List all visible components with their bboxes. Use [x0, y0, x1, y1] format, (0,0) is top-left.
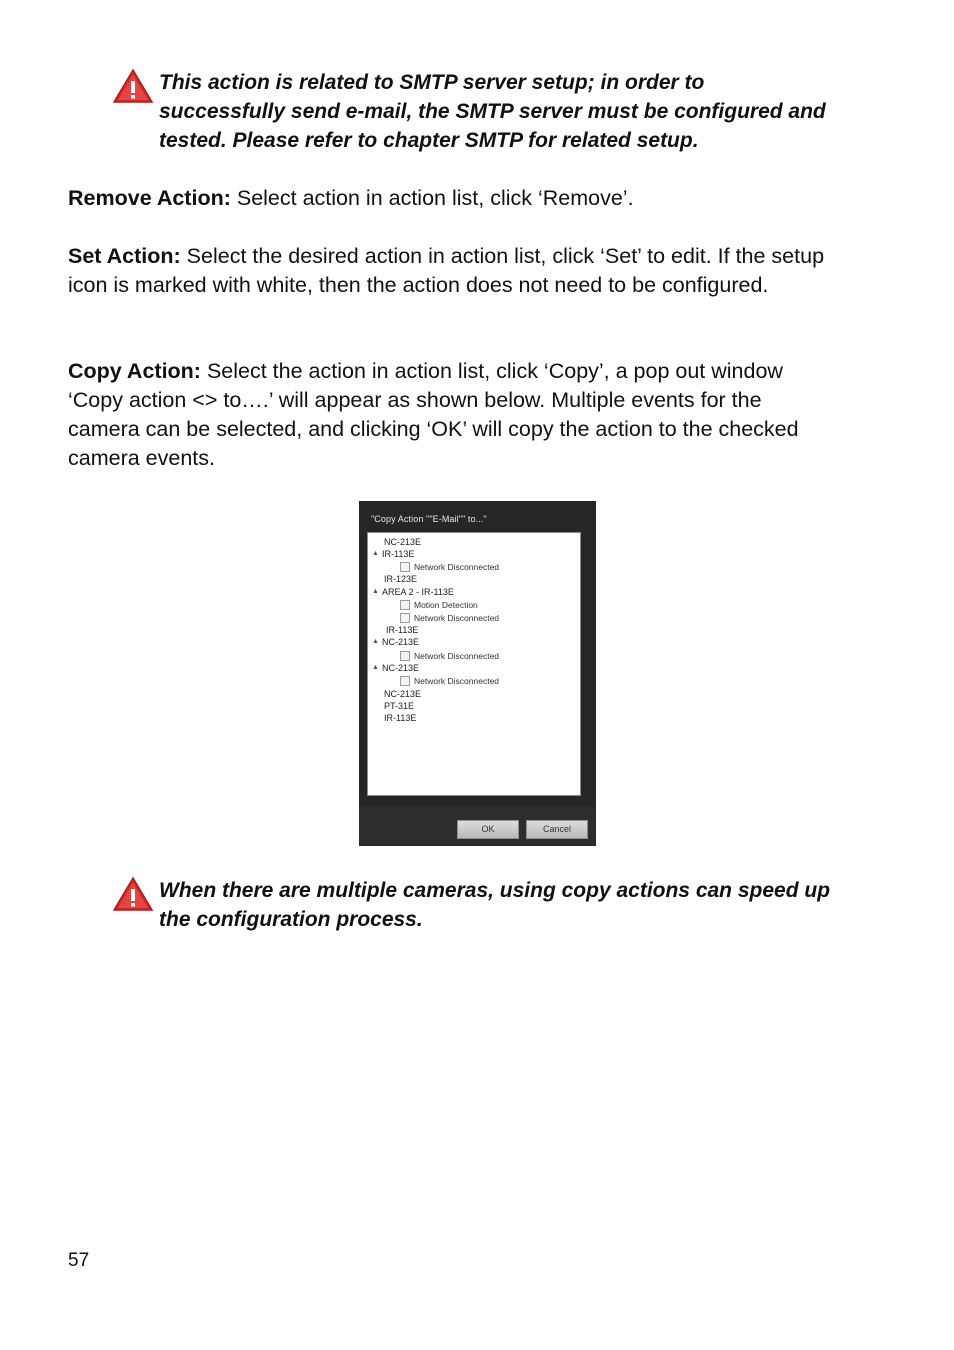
tree-node-camera[interactable] [384, 712, 416, 724]
copy-action-paragraph [68, 357, 828, 473]
tree-event-item[interactable] [400, 561, 499, 573]
tree-event-item[interactable] [400, 599, 478, 611]
tree-event-item[interactable] [400, 612, 499, 624]
expand-arrow-icon[interactable]: ▲ [372, 550, 379, 557]
tree-event-item[interactable] [400, 650, 499, 662]
expand-arrow-icon[interactable]: ▲ [372, 638, 379, 645]
event-checkbox[interactable] [400, 676, 410, 686]
event-checkbox[interactable] [400, 613, 410, 623]
tree-node-label: IR-113E [386, 625, 419, 635]
copy-action-dialog [359, 501, 596, 846]
set-action-paragraph [68, 242, 828, 300]
tree-node-camera[interactable] [384, 700, 414, 712]
tree-node-camera[interactable] [384, 536, 421, 548]
tree-event-item[interactable] [400, 675, 499, 687]
page-number: 57 [68, 1250, 90, 1271]
tree-node-label: IR-113E [384, 713, 417, 723]
tree-node-label: NC-213E [382, 663, 420, 673]
tree-node-label: IR-113E [382, 549, 415, 559]
copy-speed-note [112, 876, 832, 934]
remove-action-paragraph [68, 184, 828, 213]
event-checkbox[interactable] [400, 562, 410, 572]
tree-event-label: Network Disconnected [414, 651, 500, 661]
tree-node-camera[interactable] [372, 548, 414, 560]
tree-node-camera[interactable] [372, 586, 454, 598]
expand-arrow-icon[interactable]: ▲ [372, 588, 379, 595]
cancel-button[interactable]: Cancel [526, 820, 588, 839]
tree-node-label: NC-213E [384, 689, 422, 699]
tree-node-label: NC-213E [382, 637, 420, 647]
tree-event-label: Network Disconnected [414, 676, 500, 686]
camera-event-tree[interactable] [367, 532, 581, 796]
smtp-warning-note [112, 68, 832, 155]
tree-node-camera[interactable] [386, 624, 418, 636]
remove-action-text: Select action in action list, click ‘Remove’. [230, 186, 634, 210]
tree-node-camera[interactable] [384, 573, 417, 585]
copy-speed-note-text: When there are multiple cameras, using copy actions can speed up the configuration process. [159, 879, 831, 931]
dialog-title: "Copy Action ""E-Mail"" to..." [371, 514, 487, 524]
tree-event-label: Motion Detection [414, 600, 478, 610]
tree-node-camera[interactable] [372, 662, 419, 674]
ok-button[interactable]: OK [457, 820, 519, 839]
event-checkbox[interactable] [400, 651, 410, 661]
warning-icon [112, 68, 154, 104]
event-checkbox[interactable] [400, 600, 410, 610]
set-action-label: Set Action: [68, 244, 181, 268]
warning-icon [112, 876, 154, 912]
tree-node-camera[interactable] [372, 636, 419, 648]
copy-action-label: Copy Action: [68, 359, 201, 383]
tree-node-camera[interactable] [384, 688, 421, 700]
tree-node-label: NC-213E [384, 537, 422, 547]
tree-node-label: IR-123E [384, 574, 418, 584]
set-action-text: Select the desired action in action list, click ‘Set’ to edit. If the setup icon is marked with white, then the action does not need to be configured. [68, 244, 825, 297]
expand-arrow-icon[interactable]: ▲ [372, 664, 379, 671]
tree-event-label: Network Disconnected [414, 613, 500, 623]
smtp-note-text: This action is related to SMTP server setup; in order to successfully send e-mail, the SMTP server must be configured and tested. Please refer to chapter SMTP for related setup. [159, 71, 826, 152]
tree-event-label: Network Disconnected [414, 562, 500, 572]
tree-node-label: PT-31E [384, 701, 415, 711]
remove-action-label: Remove Action: [68, 186, 231, 210]
copy-action-text: Select the action in action list, click ‘Copy’, a pop out window ‘Copy action <> to….’ will appear as shown below. Multiple events for the camera can be selected, and clicking ‘OK’ will copy the action to the checked camera events. [68, 359, 799, 470]
tree-node-label: AREA 2 - IR-113E [382, 587, 454, 597]
